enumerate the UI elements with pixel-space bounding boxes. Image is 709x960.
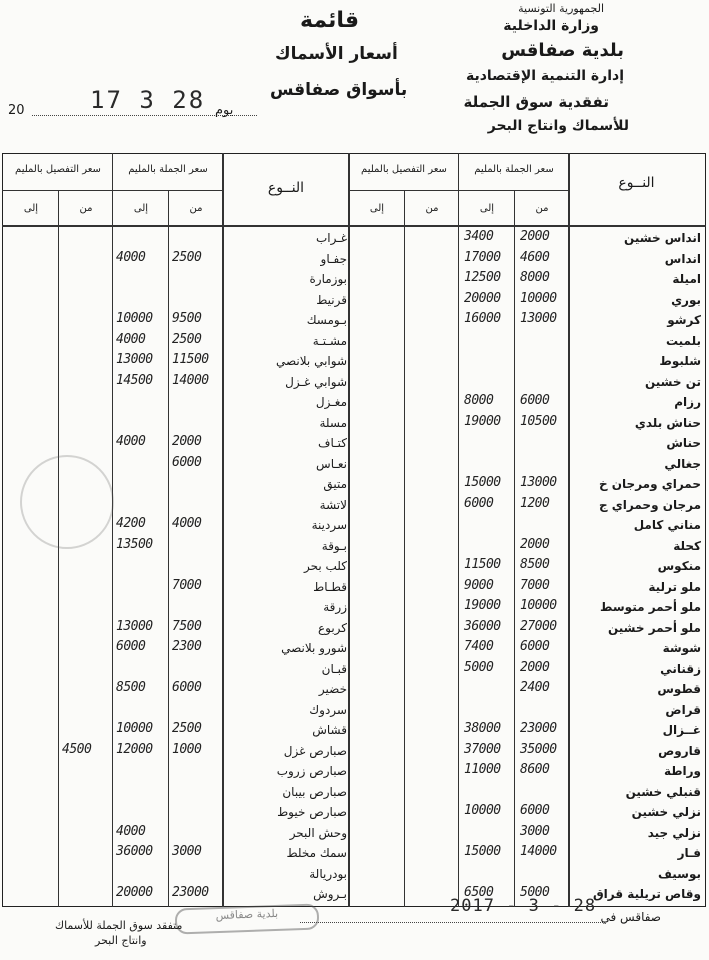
right-wholesale-to: 11000 xyxy=(464,762,501,777)
right-row-name: بلميت xyxy=(665,333,701,348)
inspection-label: تفقدية سوق الجملة xyxy=(463,93,609,111)
left-wholesale-from: 2300 xyxy=(172,639,202,654)
signature-line-2: وانتاج البحر xyxy=(95,934,147,947)
right-wholesale-from: 23000 xyxy=(520,721,557,736)
municipality-stamp xyxy=(175,903,320,934)
left-row-name: قطـاط xyxy=(313,579,347,594)
left-wholesale-from: 14000 xyxy=(172,372,209,388)
left-wholesale-to: 8500 xyxy=(116,680,146,695)
right-wholesale-to: 37000 xyxy=(464,741,501,757)
right-row-name: قاروص xyxy=(658,743,701,758)
right-row-name: بوسيف xyxy=(657,866,701,881)
right-wholesale-to: 6500 xyxy=(464,885,494,900)
right-row-name: نزلي خشين xyxy=(631,805,701,819)
right-row-name: ملو ترلية xyxy=(648,579,701,594)
right-wholesale-from: 8000 xyxy=(520,270,550,285)
left-wholesale-from: 23000 xyxy=(172,885,209,900)
left-wholesale-from: 1000 xyxy=(172,741,202,757)
footer-date-line xyxy=(300,922,605,923)
col-to-r-right: إلى xyxy=(369,203,385,214)
left-row-name: بوزمارة xyxy=(309,272,347,286)
year-prefix: 20 xyxy=(8,103,25,118)
faded-stamp-icon xyxy=(20,455,114,549)
place-date-value: 2017 - 3 - 28 xyxy=(450,896,597,916)
municipality-label: بلدية صفاقس xyxy=(501,40,624,61)
col-to-r-left: إلى xyxy=(23,203,39,214)
left-wholesale-to: 6000 xyxy=(116,639,146,654)
republic-label: الجمهورية التونسية xyxy=(518,2,604,15)
left-row-name: متيق xyxy=(323,477,347,491)
left-row-name: بـوقة xyxy=(321,538,347,553)
left-row-name: مسلة xyxy=(319,415,347,430)
col-to-w-left: إلى xyxy=(133,203,149,214)
left-row-name: سمك مخلط xyxy=(286,846,347,860)
right-wholesale-to: 16000 xyxy=(464,311,501,326)
right-row-name: حناش بلدي xyxy=(634,415,701,430)
right-wholesale-from: 13000 xyxy=(520,311,557,326)
left-retail-to: 4500 xyxy=(62,741,92,757)
col-wholesale-right: سعر الجملة بالمليم xyxy=(474,164,554,175)
left-row-name: لاتشة xyxy=(319,497,347,512)
doc-title: قائمة xyxy=(300,8,360,33)
col-type-left: النــوع xyxy=(267,180,305,196)
right-row-name: قراض xyxy=(665,702,701,717)
right-row-name: ملو أحمر متوسط xyxy=(600,600,701,614)
right-row-name: مناني كامل xyxy=(633,518,701,532)
right-wholesale-to: 20000 xyxy=(464,290,501,306)
right-row-name: شوشة xyxy=(662,641,701,655)
right-wholesale-to: 38000 xyxy=(464,721,501,736)
right-row-name: انداس خشين xyxy=(624,231,701,245)
right-row-name: كرشو xyxy=(667,313,701,327)
right-wholesale-from: 3000 xyxy=(520,823,550,839)
right-wholesale-from: 6000 xyxy=(520,639,550,654)
doc-subtitle-1: أسعار الأسماك xyxy=(275,44,398,64)
left-row-name: مشـتـة xyxy=(312,333,347,348)
col-from-r-right: من xyxy=(425,203,439,214)
left-wholesale-to: 4000 xyxy=(116,823,146,839)
left-wholesale-from: 2000 xyxy=(172,434,202,449)
right-wholesale-from: 10000 xyxy=(520,598,557,613)
right-row-name: حناش xyxy=(666,436,701,450)
col-from-w-right: من xyxy=(535,203,549,214)
left-row-name: مغـزل xyxy=(315,395,347,409)
right-wholesale-to: 15000 xyxy=(464,475,501,490)
directorate-label: إدارة التنمية الإقتصادية xyxy=(465,68,624,84)
left-wholesale-from: 2500 xyxy=(172,331,202,347)
col-from-w-left: من xyxy=(189,203,203,214)
col-wholesale-left: سعر الجملة بالمليم xyxy=(128,164,208,175)
place-date-label: صفاقس في xyxy=(600,910,661,924)
left-wholesale-to: 14500 xyxy=(116,372,153,388)
price-table xyxy=(2,153,706,907)
right-wholesale-from: 2000 xyxy=(520,536,550,552)
left-wholesale-to: 10000 xyxy=(116,311,153,326)
left-row-name: نعـاس xyxy=(316,456,347,471)
left-row-name: صبارص زروب xyxy=(276,764,347,778)
left-row-name: صبارص غزل xyxy=(283,743,347,758)
left-wholesale-from: 7000 xyxy=(172,577,202,593)
left-wholesale-to: 4000 xyxy=(116,434,146,449)
left-row-name: قشاش xyxy=(312,723,347,737)
right-wholesale-from: 8500 xyxy=(520,557,550,572)
right-row-name: شلبوط xyxy=(659,354,701,368)
right-wholesale-to: 19000 xyxy=(464,413,501,429)
left-wholesale-to: 13000 xyxy=(116,352,153,367)
right-row-name: زقناني xyxy=(660,661,701,676)
left-row-name: كربوع xyxy=(317,620,347,635)
right-row-name: قنبلي خشين xyxy=(625,784,701,799)
right-wholesale-from: 5000 xyxy=(520,885,550,900)
right-row-name: قطوس xyxy=(657,682,701,696)
left-wholesale-from: 3000 xyxy=(172,844,202,859)
right-row-name: كحلة xyxy=(673,538,701,553)
left-wholesale-from: 2500 xyxy=(172,249,202,265)
right-row-name: وراطة xyxy=(663,764,701,778)
right-wholesale-from: 27000 xyxy=(520,618,557,634)
right-wholesale-from: 13000 xyxy=(520,475,557,490)
left-row-name: صبارص خيوط xyxy=(277,805,347,819)
right-wholesale-from: 1200 xyxy=(520,495,550,511)
left-row-name: زرقة xyxy=(323,600,347,614)
right-wholesale-from: 14000 xyxy=(520,844,557,859)
left-wholesale-from: 11500 xyxy=(172,352,209,367)
signature-line-1: متفقد سوق الجملة للأسماك xyxy=(55,919,183,932)
date-label: يوم xyxy=(215,103,234,118)
left-wholesale-from: 4000 xyxy=(172,516,202,531)
left-row-name: غـراب xyxy=(315,231,347,245)
right-row-name: ملو أحمر خشين xyxy=(607,620,701,635)
right-row-name: منكوس xyxy=(657,559,701,573)
left-row-name: بـومسك xyxy=(306,313,347,327)
left-row-name: سردينة xyxy=(311,518,347,532)
right-wholesale-to: 7400 xyxy=(464,639,494,654)
col-retail-left: سعر التفصيل بالمليم xyxy=(15,164,101,175)
right-row-name: فـار xyxy=(677,846,701,860)
right-wholesale-to: 3400 xyxy=(464,229,494,244)
right-row-name: تن خشين xyxy=(644,374,701,389)
right-wholesale-from: 10000 xyxy=(520,290,557,306)
left-row-name: شوابي بلانصي xyxy=(276,354,347,368)
left-row-name: بـروش xyxy=(313,887,347,901)
col-from-r-left: من xyxy=(79,203,93,214)
left-row-name: كتـاف xyxy=(318,436,347,450)
right-wholesale-from: 10500 xyxy=(520,413,557,429)
left-row-name: وحش البحر xyxy=(289,825,347,840)
left-row-name: شورو بلانصي xyxy=(281,641,347,655)
inspection-sub-label: للأسماك وانتاج البحر xyxy=(487,118,629,134)
right-wholesale-from: 6000 xyxy=(520,803,550,818)
right-wholesale-from: 6000 xyxy=(520,393,550,408)
left-wholesale-to: 4000 xyxy=(116,331,146,347)
right-wholesale-from: 8600 xyxy=(520,762,550,777)
left-row-name: بودريالة xyxy=(309,866,347,881)
right-wholesale-to: 10000 xyxy=(464,803,501,818)
right-row-name: حمراي ومرجان خ xyxy=(598,477,701,491)
ministry-label: وزارة الداخلية xyxy=(503,18,599,34)
right-wholesale-from: 2000 xyxy=(520,229,550,244)
right-wholesale-to: 9000 xyxy=(464,577,494,593)
left-row-name: كلب بحر xyxy=(304,559,347,573)
left-row-name: سردوك xyxy=(309,702,347,717)
left-wholesale-from: 6000 xyxy=(172,680,202,695)
left-row-name: قبـان xyxy=(321,661,347,676)
col-type-right: النــوع xyxy=(618,175,655,191)
right-row-name: رزام xyxy=(674,395,701,409)
right-wholesale-from: 7000 xyxy=(520,577,550,593)
doc-subtitle-2: بأسواق صفاقس xyxy=(270,80,408,100)
left-wholesale-to: 10000 xyxy=(116,721,153,736)
right-row-name: بوري xyxy=(671,292,701,307)
left-wholesale-from: 6000 xyxy=(172,454,202,470)
right-row-name: غــزال xyxy=(662,723,701,737)
left-wholesale-from: 7500 xyxy=(172,618,202,634)
date-value: 17 3 28 xyxy=(90,86,206,114)
left-wholesale-to: 4000 xyxy=(116,249,146,265)
right-row-name: مرجان وحمراي ج xyxy=(598,497,701,512)
left-wholesale-to: 12000 xyxy=(116,741,153,757)
left-wholesale-to: 4200 xyxy=(116,516,146,531)
right-row-name: اميلة xyxy=(672,272,701,286)
left-wholesale-to: 13500 xyxy=(116,536,153,552)
right-wholesale-from: 2000 xyxy=(520,659,550,675)
left-row-name: قرنيط xyxy=(316,292,347,307)
left-wholesale-from: 9500 xyxy=(172,311,202,326)
right-wholesale-to: 5000 xyxy=(464,659,494,675)
left-row-name: جفـاو xyxy=(320,251,347,266)
right-wholesale-to: 17000 xyxy=(464,249,501,265)
left-wholesale-to: 36000 xyxy=(116,844,153,859)
right-wholesale-to: 8000 xyxy=(464,393,494,408)
col-to-w-right: إلى xyxy=(479,203,495,214)
right-wholesale-to: 19000 xyxy=(464,598,501,613)
left-row-name: خضير xyxy=(318,682,347,696)
right-wholesale-from: 4600 xyxy=(520,249,550,265)
right-wholesale-from: 2400 xyxy=(520,680,550,695)
right-wholesale-to: 12500 xyxy=(464,270,501,285)
right-wholesale-to: 11500 xyxy=(464,557,501,572)
right-row-name: جغالي xyxy=(664,456,701,471)
col-retail-right: سعر التفصيل بالمليم xyxy=(361,164,447,175)
right-wholesale-to: 6000 xyxy=(464,495,494,511)
right-wholesale-from: 35000 xyxy=(520,741,557,757)
stamp-text: بلدية صفاقس xyxy=(215,906,279,923)
right-wholesale-to: 15000 xyxy=(464,844,501,859)
left-wholesale-to: 20000 xyxy=(116,885,153,900)
left-wholesale-to: 13000 xyxy=(116,618,153,634)
right-row-name: نزلي جيد xyxy=(647,825,701,840)
right-row-name: انداس xyxy=(664,251,701,266)
right-row-name: وقاص تريلية قراق xyxy=(592,887,701,901)
left-row-name: شوابي غـزل xyxy=(285,374,347,389)
left-wholesale-from: 2500 xyxy=(172,721,202,736)
left-row-name: صبارص بيبان xyxy=(282,784,347,799)
right-wholesale-to: 36000 xyxy=(464,618,501,634)
